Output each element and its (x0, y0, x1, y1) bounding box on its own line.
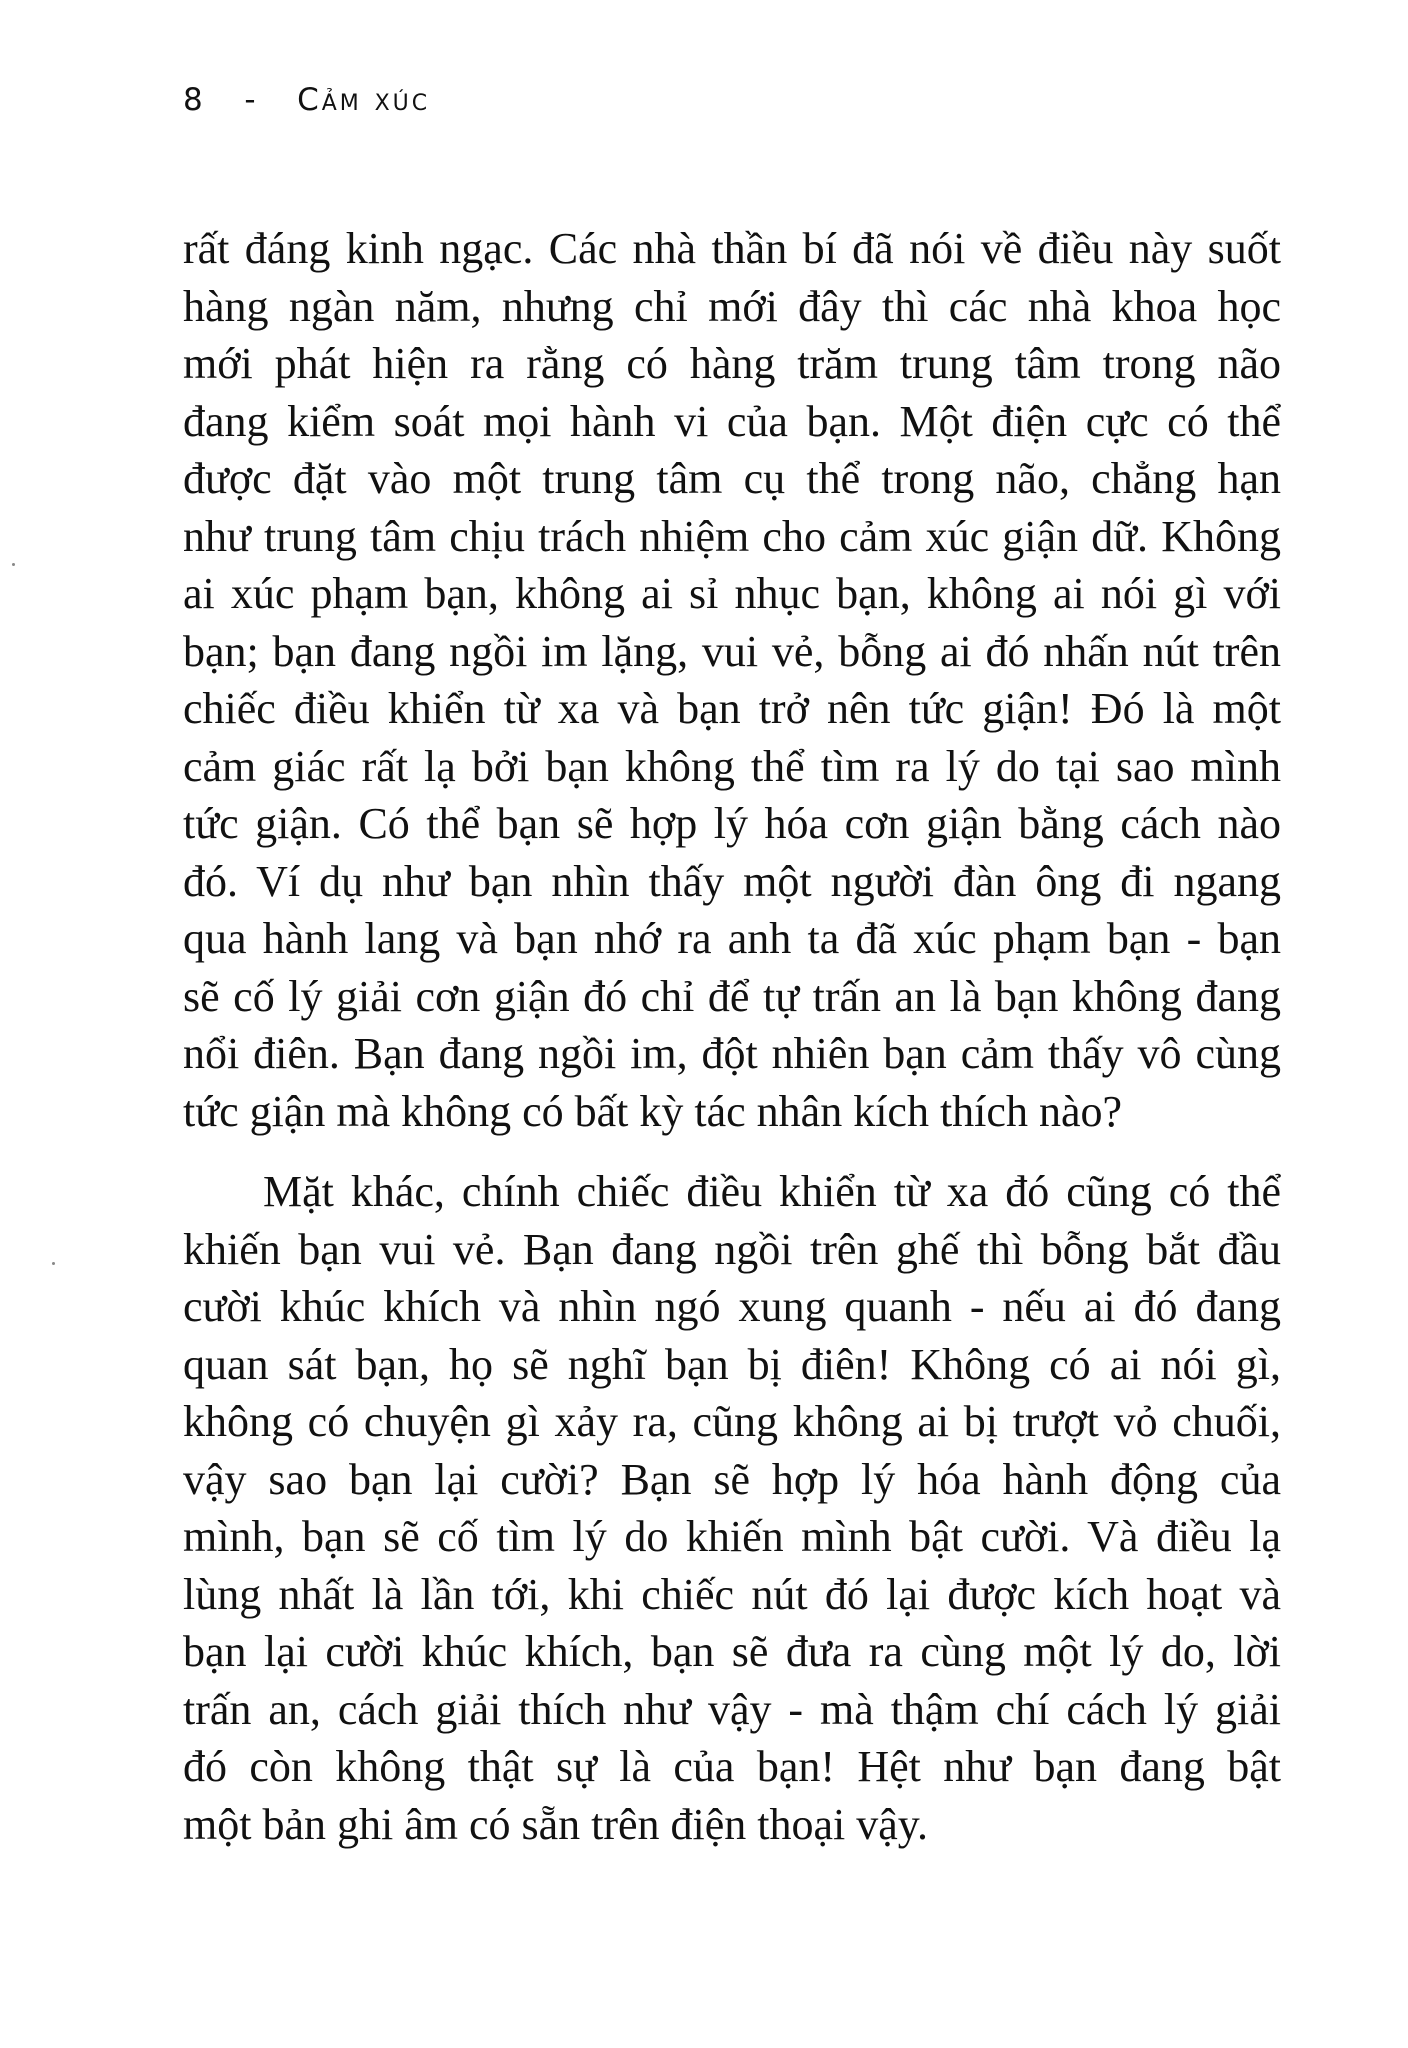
paragraph-1 (183, 220, 1281, 1140)
text-line: trấn an, cách giải thích như vậy - mà thậm chí cách lý giải (183, 1684, 1281, 1734)
text-line: đó còn không thật sự là của bạn! Hệt như bạn đang bật (183, 1742, 1281, 1791)
chapter-title: Cảm xúc (297, 82, 431, 118)
text-line: cảm giác rất lạ bởi bạn không thể tìm ra lý do tại sao mình (183, 741, 1281, 791)
text-line: Mặt khác, chính chiếc điều khiển từ xa đó cũng có thể (263, 1167, 1281, 1216)
text-line: hàng ngàn năm, nhưng chỉ mới đây thì các nhà khoa học (183, 281, 1281, 331)
text-line: quan sát bạn, họ sẽ nghĩ bạn bị điên! Không có ai nói gì, (183, 1339, 1281, 1389)
text-line: vậy sao bạn lại cười? Bạn sẽ hợp lý hóa hành động của (183, 1454, 1281, 1504)
page-number: 8 (183, 82, 206, 118)
scan-speck (12, 563, 15, 566)
text-line: sẽ cố lý giải cơn giận đó chỉ để tự trấn an là bạn không đang (183, 971, 1281, 1021)
body-text (183, 220, 1281, 1853)
text-line: đó. Ví dụ như bạn nhìn thấy một người đàn ông đi ngang (183, 856, 1281, 906)
text-line: tức giận. Có thể bạn sẽ hợp lý hóa cơn giận bằng cách nào (183, 799, 1281, 848)
text-line: khiến bạn vui vẻ. Bạn đang ngồi trên ghế thì bỗng bắt đầu (183, 1224, 1281, 1274)
text-line: chiếc điều khiển từ xa và bạn trở nên tức giận! Đó là một (183, 684, 1281, 733)
text-line: tức giận mà không có bất kỳ tác nhân kích thích nào? (183, 1086, 1122, 1136)
text-line: mình, bạn sẽ cố tìm lý do khiến mình bật cười. Và điều lạ (183, 1512, 1281, 1561)
text-line: không có chuyện gì xảy ra, cũng không ai bị trượt vỏ chuối, (183, 1397, 1281, 1446)
header-separator: - (244, 82, 259, 118)
text-line: cười khúc khích và nhìn ngó xung quanh - nếu ai đó đang (183, 1282, 1281, 1331)
running-header (183, 82, 430, 118)
text-line: nổi điên. Bạn đang ngồi im, đột nhiên bạn cảm thấy vô cùng (183, 1029, 1281, 1078)
paragraph-2 (183, 1163, 1281, 1853)
text-line: lùng nhất là lần tới, khi chiếc nút đó lại được kích hoạt và (183, 1569, 1281, 1619)
text-line: ai xúc phạm bạn, không ai sỉ nhục bạn, không ai nói gì với (183, 569, 1281, 618)
text-line: rất đáng kinh ngạc. Các nhà thần bí đã nói về điều này suốt (183, 224, 1281, 273)
paragraph-spacer (183, 1140, 1281, 1163)
text-line: bạn lại cười khúc khích, bạn sẽ đưa ra cùng một lý do, lời (183, 1627, 1281, 1676)
text-line: qua hành lang và bạn nhớ ra anh ta đã xúc phạm bạn - bạn (183, 914, 1281, 963)
scan-speck (52, 1262, 55, 1265)
text-line: một bản ghi âm có sẵn trên điện thoại vậy. (183, 1799, 928, 1849)
text-line: mới phát hiện ra rằng có hàng trăm trung tâm trong não (183, 339, 1281, 388)
text-line: như trung tâm chịu trách nhiệm cho cảm xúc giận dữ. Không (183, 511, 1281, 561)
text-line: được đặt vào một trung tâm cụ thể trong não, chẳng hạn (183, 454, 1281, 503)
text-line: đang kiểm soát mọi hành vi của bạn. Một điện cực có thể (183, 396, 1281, 446)
text-line: bạn; bạn đang ngồi im lặng, vui vẻ, bỗng ai đó nhấn nút trên (183, 626, 1281, 676)
